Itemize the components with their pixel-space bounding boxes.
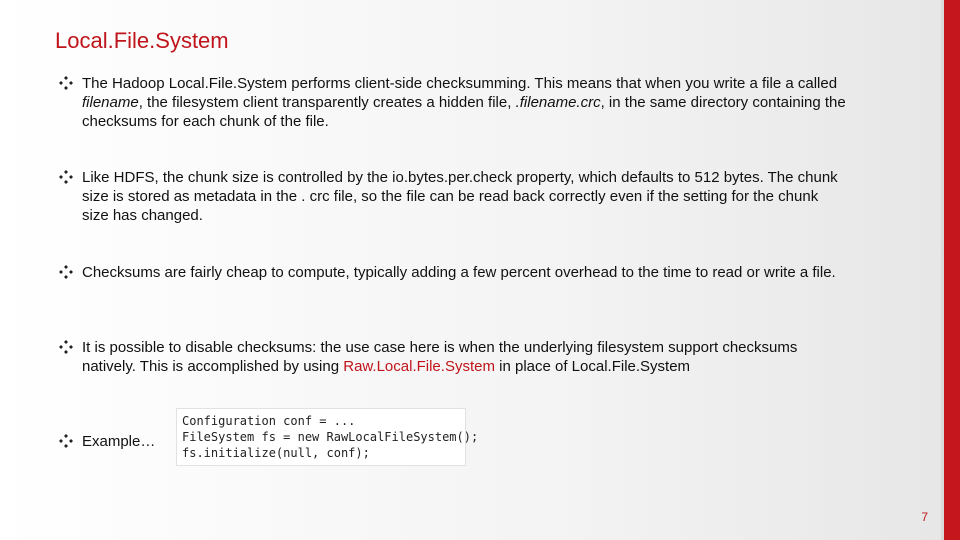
bullet-2 xyxy=(58,168,848,225)
diamond-bullet-icon xyxy=(58,264,74,280)
bullet-2-text: Like HDFS, the chunk size is controlled by the io.bytes.per.check property, which defaults to 512 bytes. The chunk size is stored as metadata in the . crc file, so the file can be read back correctly even if the setting for the chunk size has changed. xyxy=(82,169,838,224)
code-line-3: fs.initialize(null, conf); xyxy=(182,446,370,460)
bullet-4 xyxy=(58,338,848,376)
bullet-3-text: Checksums are fairly cheap to compute, typically adding a few percent overhead to the time to read or write a file. xyxy=(82,264,836,281)
bullet-1-text: The Hadoop Local.File.System performs client-side checksumming. This means that when you write a file a called filename, the filesystem client transparently creates a hidden file, .filename.crc, in the same directory containing the checksums for each chunk of the file. xyxy=(82,75,846,130)
page-number: 7 xyxy=(921,510,928,524)
bullet-1 xyxy=(58,74,848,131)
code-line-1: Configuration conf = ... xyxy=(182,414,356,428)
bullet-5 xyxy=(58,432,168,451)
bullet-3 xyxy=(58,263,848,282)
bullet-5-text: Example… xyxy=(82,433,156,450)
diamond-bullet-icon xyxy=(58,433,74,449)
diamond-bullet-icon xyxy=(58,169,74,185)
raw-local-filesystem-highlight: Raw.Local.File.System xyxy=(343,358,495,375)
diamond-bullet-icon xyxy=(58,75,74,91)
code-snippet-image xyxy=(176,408,479,466)
diamond-bullet-icon xyxy=(58,339,74,355)
bullet-4-text: It is possible to disable checksums: the use case here is when the underlying filesystem support checksums natively. This is accomplished by using Raw.Local.File.System in place of Local.File.System xyxy=(82,339,798,375)
code-line-2: FileSystem fs = new RawLocalFileSystem(); xyxy=(182,430,479,444)
red-side-bar xyxy=(944,0,960,540)
slide-title: Local.File.System xyxy=(55,28,229,53)
